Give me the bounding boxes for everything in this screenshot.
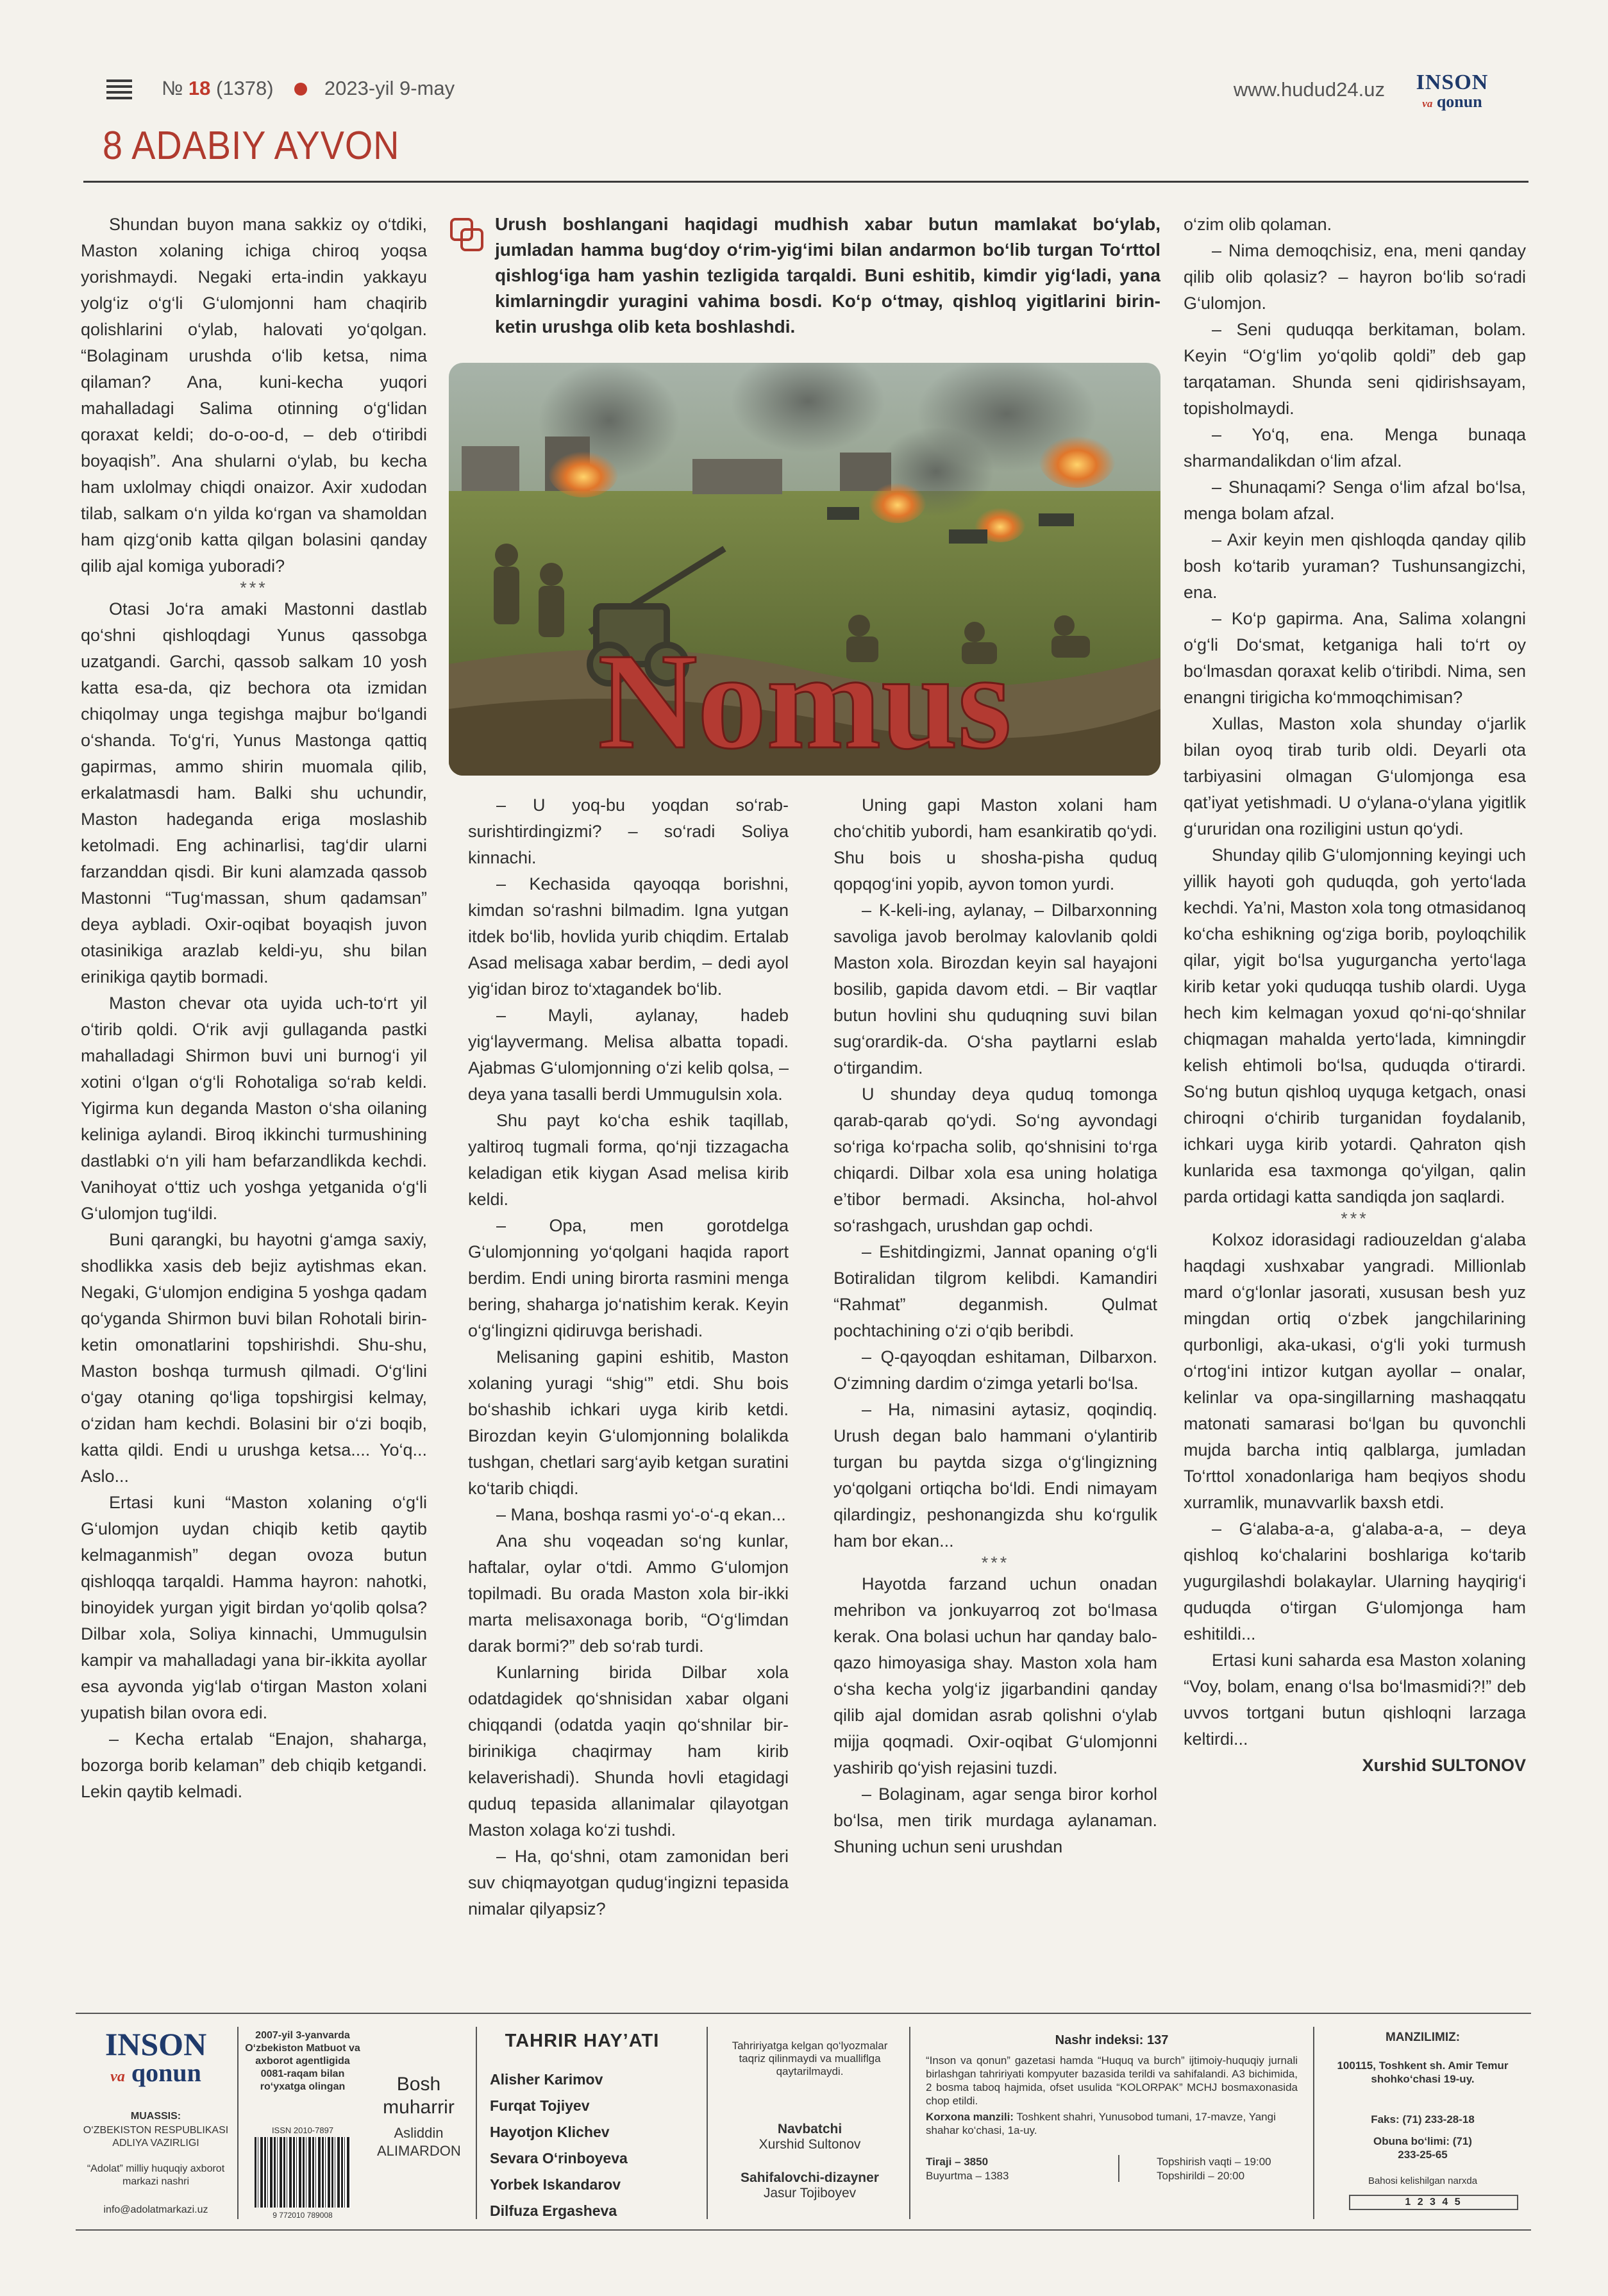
footer-brand-block <box>76 2014 230 2229</box>
article-column-3 <box>833 792 1157 1860</box>
address-title: MANZILIMIZ: <box>1385 2031 1461 2044</box>
imprint-footer <box>76 2013 1531 2231</box>
order-number: Buyurtma – 1383 <box>926 2170 1009 2182</box>
printer-label: Korxona manzili: <box>926 2111 1014 2123</box>
editorial-board <box>486 2014 691 2229</box>
paragraph: – G‘alaba-a-a, g‘alaba-a-a, – deya qishloq ko‘chalarini boshlariga ko‘tarib yugurgilashdi bolakaylar. Ularning hayqirig‘i quduqda o‘tirgan G‘ulomjonga ham eshitildi... <box>1184 1519 1526 1643</box>
footer-divider <box>237 2027 239 2219</box>
article-column-2 <box>468 792 789 1922</box>
article-lead <box>449 212 1160 340</box>
paragraph: – Kecha ertalab “Enajon, shaharga, bozorga borib kelaman” deb chiqib ketgandi. Lekin qaytib kelmadi. <box>81 1729 427 1801</box>
separator-stars: *** <box>1341 1209 1369 1228</box>
board-member: Sevara O‘rinboyeva <box>490 2150 628 2167</box>
paragraph: Ana shu voqeadan so‘ng kunlar, haftalar, oylar o‘tdi. Ammo G‘ulomjon topilmadi. Bu orada Maston xola bir-ikki marta melisaxonaga borib, “O‘g‘limdan darak bormi?” deb so‘rab turdi. <box>468 1531 789 1656</box>
founder-text: O‘ZBEKISTON RESPUBLIKASI ADLIYA VAZIRLIGI <box>83 2125 229 2149</box>
paragraph: – Nima demoqchisiz, ena, meni qanday qilib olib qolasiz? – hayron bo‘lib so‘radi G‘ulomjon. <box>1184 241 1526 313</box>
menu-icon <box>106 79 132 99</box>
lead-text: Urush boshlangani haqidagi mudhish xabar butun mamlakat bo‘ylab, jumladan hamma bug‘doy o‘rim-yig‘imi bilan andarmon bo‘lib turgan To‘rttol qishlog‘iga ham yashin tezligida tarqaldi. Buni eshitib, kimdir yig‘ladi, yana kimlarningdir yuragini vahima bosdi. Ko‘p o‘tmay, qishloq yigitlarini birin-ketin urushga olib keta boshlashdi. <box>495 214 1160 337</box>
paragraph: Melisaning gapini eshitib, Maston xolaning yuragi “shig‘” etdi. Shu bois bo‘shashib ichkari uyga kirib ketdi. Birozdan keyin G‘ulomjonning bolalikda tushgan, chetlari sarg‘ayib ketgan suratini ko‘tarib chiqdi. <box>468 1347 789 1498</box>
newspaper-logo: INSON va qonun <box>1416 71 1489 111</box>
paragraph: – Bolaginam, agar senga biror korhol bo‘lsa, men tirik murdaga aylanaman. Shuning uchun seni urushdan <box>833 1784 1157 1856</box>
issue-prefix: № <box>162 77 183 99</box>
author-signature: Xurshid SULTONOV <box>1362 1756 1526 1775</box>
paragraph: Otasi Jo‘ra amaki Mastonni dastlab qo‘shni qishloqdagi Yunus qassobga uzatgandi. Garchi, qassob salkam 10 yosh katta esa-da, qiz bechora ota izmidan chiqolmay unga tegishga majbur bo‘lgandi o‘shanda. To‘g‘ri, Yunus Mastonga qattiq gapirmas, ammo shirin muomala qilib, erkalatmasdi ham. Balki shu uchundir, Maston hadeganda eriga moslashib ketolmadi. Eng achinarlisi, tag‘dir ularni farzanddan qisdi. Bir kuni alamzada qassob Mastonni “Tug‘massan, shum qadamsan” deya aybladi. Oxir-oqibat boyaqish juvon otasinikiga arazlab keldi-yu, shu bilan erinikiga qaytib bormadi. <box>81 599 427 986</box>
paragraph: Uning gapi Maston xolani ham cho‘chitib yubordi, ham esankiratib qo‘ydi. Shu bois u shosha-pisha quduq qopqog‘ini yopib, ayvon tomon yurdi. <box>833 795 1157 894</box>
paragraph: Shu payt ko‘cha eshik taqillab, yaltiroq tugmali forma, qo‘nji tizzagacha keladigan etik kiygan Asad melisa kirib keldi. <box>468 1111 789 1209</box>
footer-divider <box>707 2027 708 2219</box>
designer-name: Jasur Tojiboyev <box>763 2186 857 2200</box>
address-text: 100115, Toshkent sh. Amir Temur shohko‘chasi 19-uy. <box>1337 2059 1509 2085</box>
duty-editor-label: Navbatchi <box>777 2122 842 2136</box>
paragraph: Shunday qilib G‘ulomjonning keyingi uch yillik hayoti goh quduqda, goh yerto‘lada kechdi. Ya’ni, Maston xola tong otmasidanoq ko‘cha eshikning og‘ziga borib, poyloqchilik qilar, yigit bo‘lsa yugurgancha yerto‘laga kirib ketar yoki quduqqa tushib olardi. Uyga hech kim kelmagan yoxud qo‘ni-qo‘shnilar chiqmagan mahalda yerto‘lada, kimningdir kelish ehtimoli bo‘lsa, quduqda o‘tirardi. So‘ng butun qishloq uyquga ketgach, onasi chiroqni o‘chirib turganidan foydalanib, ichkari uyga kirib yotardi. Qahraton qish kunlarida esa taxmonga qo‘yilgan, qalin parda ortidagi katta sandiqda jon saqlardi. <box>1184 845 1526 1206</box>
copy-squares-icon <box>450 218 483 251</box>
chief-editor-block <box>371 2014 467 2229</box>
image-title: Nomus <box>598 624 1012 776</box>
paragraph: – U yoq-bu yoqdan so‘rab-surishtirdingizmi? – so‘radi Soliya kinnachi. <box>468 795 789 867</box>
duty-editor-name: Xurshid Sultonov <box>758 2137 861 2152</box>
price-scale: 1 2 3 4 5 <box>1349 2195 1518 2210</box>
fax-number: Faks: (71) 233-28-18 <box>1371 2113 1475 2125</box>
paragraph: – Ko‘p gapirma. Ana, Salima xolangni o‘g‘li Do‘smat, ketganiga hali to‘rt oy bo‘lmasdan qoraxat kelib o‘tiribdi. Nima, sen enangni tirigicha ko‘mmoqchimisan? <box>1184 609 1526 707</box>
paragraph: – Ha, qo‘shni, otam zamonidan beri suv chiqmayotgan qudug‘ingizni tepasida nimalar qilyapsiz? <box>468 1847 789 1918</box>
designer-label: Sahifalovchi-dizayner <box>741 2170 879 2185</box>
red-dot-icon <box>294 83 307 96</box>
paragraph: Maston chevar ota uyida uch-to‘rt yil o‘tirib qoldi. O‘rik avji gullaganda pastki mahalladagi Shirmon buvi uni burnog‘i yil xotini o‘lgan o‘g‘li Rohotaliga so‘rab keldi. Yigirma kun deganda Maston o‘sha oilaning keliniga aylandi. Biroq ikkinchi turmushining dastlabki o‘n yili ham befarzandlikda kechdi. Vanihoyat o‘ttiz uch yoshga yetganida o‘g‘li G‘ulomjon tug‘ildi. <box>81 994 427 1223</box>
issue-number: 18 <box>188 77 211 99</box>
paragraph: – Mana, boshqa rasmi yo‘-o‘-q ekan... <box>496 1505 786 1524</box>
page-header <box>103 72 1507 110</box>
section-title: ADABIY AYVON <box>131 124 400 168</box>
paragraph: Kunlarning birida Dilbar xola odatdagidek qo‘shnisidan xabar olgani chiqqandi (odatda yaqin qo‘shnilar bir-birinikiga chaqirmay ham kirib kelaverishadi). Shunda hovli etagidagi quduq tepasida allanimalar qilayotgan Maston xolaga ko‘zi tushdi. <box>468 1663 789 1840</box>
paragraph: – Kechasida qayoqqa borishni, kimdan so‘rashni bilmadim. Igna yutgan itdek bo‘lib, hovlida yurib chiqdim. Ertalab Asad melisaga xabar berdim, – dedi ayol yig‘idan biroz to‘xtagandek bo‘lib. <box>468 874 789 999</box>
paragraph: Shundan buyon mana sakkiz oy o‘tdiki, Maston xolaning ichiga chiroq yoqsa yorishmaydi. Negaki erta-indin yakkayu yolg‘iz o‘g‘li G‘ulomjonni ham chaqirib qolishlarini o‘ylab, halovati yo‘qolgan. “Bolaginam urushda o‘lib ketsa, nima qilaman? Ana, kuni-kecha yuqori mahalladagi Salima otinning o‘g‘lidan qoraxat keldi; do-o-oo-d, – deb o‘tiribdi boyaqish”. Ana shularni o‘ylab, bu kecha ham uxlolmay chiqdi onaizor. Axir xudodan tilab, salkam o‘n yilda ko‘rgan va shamoldan ham qizg‘onib katta qilgan bolasini qanday qilib ajal komiga yuboradi? <box>81 215 427 576</box>
address-block <box>1323 2014 1528 2229</box>
paragraph: Buni qarangki, bu hayotni g‘amga saxiy, shodlikka xasis deb bejiz aytishmas ekan. Negaki, G‘ulomjon endigina 5 yoshga qadam qo‘yganda Shirmon buvi bilan Rohotali birin-ketin omonatlarini topshirishdi. Shu-shu, Maston boshqa turmush qilmadi. O‘g‘lini o‘gay otaning qo‘liga topshirgisi kelmay, o‘zidan ham kechdi. Bolasini bir o‘zi boqib, katta qildi. Endi u urushga ketsa.... Yo‘q... Aslo... <box>81 1230 427 1486</box>
board-member: Furqat Tojiyev <box>490 2097 590 2114</box>
war-scene-image <box>449 363 1160 776</box>
issue-info <box>162 77 455 100</box>
paragraph: – Q-qayoqdan eshitaman, Dilbarxon. O‘zimning dardim o‘zimga yetarli bo‘lsa. <box>833 1347 1157 1393</box>
paragraph: – Yo‘q, ena. Menga bunaqa sharmandalikdan o‘lim afzal. <box>1184 425 1526 470</box>
paragraph: o‘zim olib qolaman. <box>1184 215 1332 234</box>
barcode-icon <box>255 2137 351 2208</box>
board-member: Dilfuza Ergasheva <box>490 2202 617 2219</box>
barcode-number: 9 772010 789008 <box>272 2211 333 2220</box>
founder-title: MUASSIS: <box>130 2111 181 2122</box>
paragraph: – K-keli-ing, aylanay, – Dilbarxonning savoliga javob berolmay kalovlanib qoldi Maston xola. Birozdan keyin sal hayajoni bosilib, gapida davom etdi. – Bir vaqtlar butun hovlini shu quduqning suvi bilan sug‘orardik-da. O‘sha paytlarni eslab o‘tirgandim. <box>833 901 1157 1077</box>
article-column-1 <box>81 212 427 1805</box>
issue-total: (1378) <box>216 77 274 99</box>
issue-date: 2023-yil 9-may <box>324 77 455 99</box>
circulation: Tiraji – 3850 <box>926 2156 989 2168</box>
paragraph: Ertasi kuni saharda esa Maston xolaning “Voy, bolam, enang o‘lsa bo‘lmasmidi?!” deb uvvos tortgani butun qishloqni larzaga keltirdi... <box>1184 1651 1526 1749</box>
section-heading <box>103 123 399 174</box>
chief-editor-label: Bosh muharrir <box>383 2074 455 2118</box>
article-illustration <box>449 363 1160 776</box>
footer-divider <box>1313 2027 1314 2219</box>
paragraph: – Seni quduqqa berkitaman, bolam. Keyin “O‘g‘lim yo‘qolib qoldi” deb gap tarqataman. Shunda seni qidirishsayam, topisholmaydi. <box>1184 320 1526 418</box>
submit-time: Topshirish vaqti – 19:00 <box>1157 2156 1271 2168</box>
footer-divider <box>476 2027 477 2219</box>
about-text: “Inson va qonun” gazetasi hamda “Huquq va burch” ijtimoiy-huquqiy jurnali birlashgan tahririyati kompyuter bazasida terildi va sahifalandi. A3 bichimida, 2 bosma taboq hajmida, ofset usulida “KOLORPAK” MCHJ bosmaxonasida chop etildi. <box>926 2054 1298 2107</box>
footer-email: info@adolatmarkazi.uz <box>103 2204 208 2215</box>
paragraph: – Shunaqami? Senga o‘lim afzal bo‘lsa, menga bolam afzal. <box>1184 478 1526 523</box>
paragraph: – Eshitdingizmi, Jannat opaning o‘g‘li Botiralidan tilgrom kelibdi. Kamandiri “Rahmat” deganmish. Qulmat pochtachining o‘zi o‘qib beribdi. <box>833 1242 1157 1340</box>
issn: ISSN 2010-7897 <box>271 2125 334 2135</box>
paragraph: Kolxoz idorasidagi radiouzeldan g‘alaba haqdagi xushxabar yangradi. Millionlab mard o‘g‘lonlar jasorati, xususan besh yuz mingdan ortiq o‘zbek jangchilarining qurbonligi, aka-ukasi, o‘g‘li yoki turmush o‘rtog‘ini intizor kutgan ayollar – onalar, kelinlar va opa-singillarning mashaqqatu matonati samarasi bo‘lgan bu quvonchli mujda barcha intiq qalblarga, jumladan To‘rttol xonadonlariga ham beqiyos shodu xurramlik, munavvarlik baxsh etdi. <box>1184 1230 1526 1512</box>
paragraph: – Axir keyin men qishloqda qanday qilib bosh ko‘tarib yuraman? Tushunsangizchi, ena. <box>1184 530 1526 602</box>
printer-address <box>926 2110 1298 2137</box>
staff-block <box>717 2014 903 2229</box>
disclaimer: Tahririyatga kelgan qo‘lyozmalar taqriz qilinmaydi va mualliflga qaytarilmaydi. <box>732 2040 888 2077</box>
page-number: 8 <box>103 124 123 168</box>
submitted-time: Topshirildi – 20:00 <box>1157 2170 1245 2182</box>
chief-editor-name: Asliddin ALIMARDON <box>377 2125 461 2159</box>
separator-stars: *** <box>240 578 268 597</box>
article-column-4 <box>1184 212 1526 1779</box>
editorial-board-title: TAHRIR HAY’ATI <box>505 2031 660 2051</box>
publisher-note: “Adolat” milliy huquqiy axborot markazi nashri <box>87 2163 225 2187</box>
board-member: Alisher Karimov <box>490 2071 603 2088</box>
paragraph: U shunday deya quduq tomonga qarab-qarab qo‘ydi. So‘ng ayvondagi so‘riga ko‘rpacha solib, qo‘shnisini to‘rga chiqardi. Dilbar xola esa uning holatiga e’tibor bermadi. Aksincha, hol-ahvol so‘rashgach, urushdan gap ochdi. <box>833 1085 1157 1235</box>
header-divider <box>83 181 1528 183</box>
paragraph: Ertasi kuni “Maston xolaning o‘g‘li G‘ulomjon uydan chiqib ketib qaytib kelmaganmish” degan ovoza butun qishloqqa tarqaldi. Hamma hayron: nahotki, binoyidek yurgan yigit birdan yo‘qolib qolsa? Dilbar xola, Soliya kinnachi, Ummugulsin kampir va mahalladagi yana bir-ikkita ayollar esa ayvonda yig‘lab o‘tirgan Maston xolani yupatish bilan ovora edi. <box>81 1493 427 1722</box>
board-member: Yorbek Iskandarov <box>490 2176 621 2193</box>
paragraph: Xullas, Maston xola shunday o‘jarlik bilan oyoq tirab turib oldi. Deyarli ota tarbiyasini olmagan G‘ulomjonga esa qat’iyat yetishmadi. U o‘ylana-o‘ylana yigitlik g‘ururidan ona roziligini ustun qo‘ydi. <box>1184 714 1526 838</box>
site-url: www.hudud24.uz <box>1233 78 1385 101</box>
paragraph: – Ha, nimasini aytasiz, qoqindiq. Urush degan balo hammani o‘ylantirib turgan bu paytda sizga o‘g‘lingizning yo‘qolgani ortiqcha bo‘ldi. Endi nimayam qilardingiz, peshonangizda shu ko‘rgulik ham bor ekan... <box>833 1400 1157 1551</box>
registration-block <box>245 2014 360 2229</box>
registration-text: 2007-yil 3-yanvarda O‘zbekiston Matbuot va axborot agentligida 0081-raqam bilan ro‘yxatga olingan <box>245 2030 360 2092</box>
paragraph: Hayotda farzand uchun onadan mehribon va jonkuyarroq zot bo‘lmasa kerak. Ona bolasi uchun har qanday balo-qazo himoyasiga shay. Maston xola ham o‘sha kecha yolg‘iz jigarbandini qanday qilib ajal domidan asrab qolishni o‘ylab mijja qoqmadi. Oxir-oqibat G‘ulomjonni yashirib qo‘yish rejasini tuzdi. <box>833 1574 1157 1777</box>
separator-stars: *** <box>981 1553 1010 1572</box>
footer-logo: INSON va qonun <box>105 2026 207 2087</box>
footer-divider <box>909 2027 910 2219</box>
board-member: Hayotjon Klichev <box>490 2124 610 2140</box>
publication-index: Nashr indeksi: 137 <box>1055 2033 1169 2047</box>
printer-address-text: Toshkent shahri, Yunusobod tumani, 17-mavze, Yangi shahar ko‘chasi, 1a-uy. <box>926 2111 1276 2136</box>
subscription-phone: Obuna bo‘limi: (71) 233-25-65 <box>1373 2135 1472 2161</box>
paragraph: – Mayli, aylanay, hadeb yig‘layvermang. Melisa albatta topadi. Ajabmas G‘ulomjonning o‘zi kelib qolsa, – deya yana tasalli berdi Ummugulsin xola. <box>468 1006 789 1104</box>
paragraph: – Opa, men gorotdelga G‘ulomjonning yo‘qolgani haqida raport berdim. Endi uning birorta rasmini menga bering, shaharga jo‘natishim kerak. Keyin o‘g‘lingizni qidiruvga berishadi. <box>468 1216 789 1340</box>
stats-divider <box>1118 2155 1119 2182</box>
price-note: Bahosi kelishilgan narxda <box>1368 2175 1478 2186</box>
print-info <box>919 2014 1304 2229</box>
print-stats <box>926 2155 1298 2187</box>
